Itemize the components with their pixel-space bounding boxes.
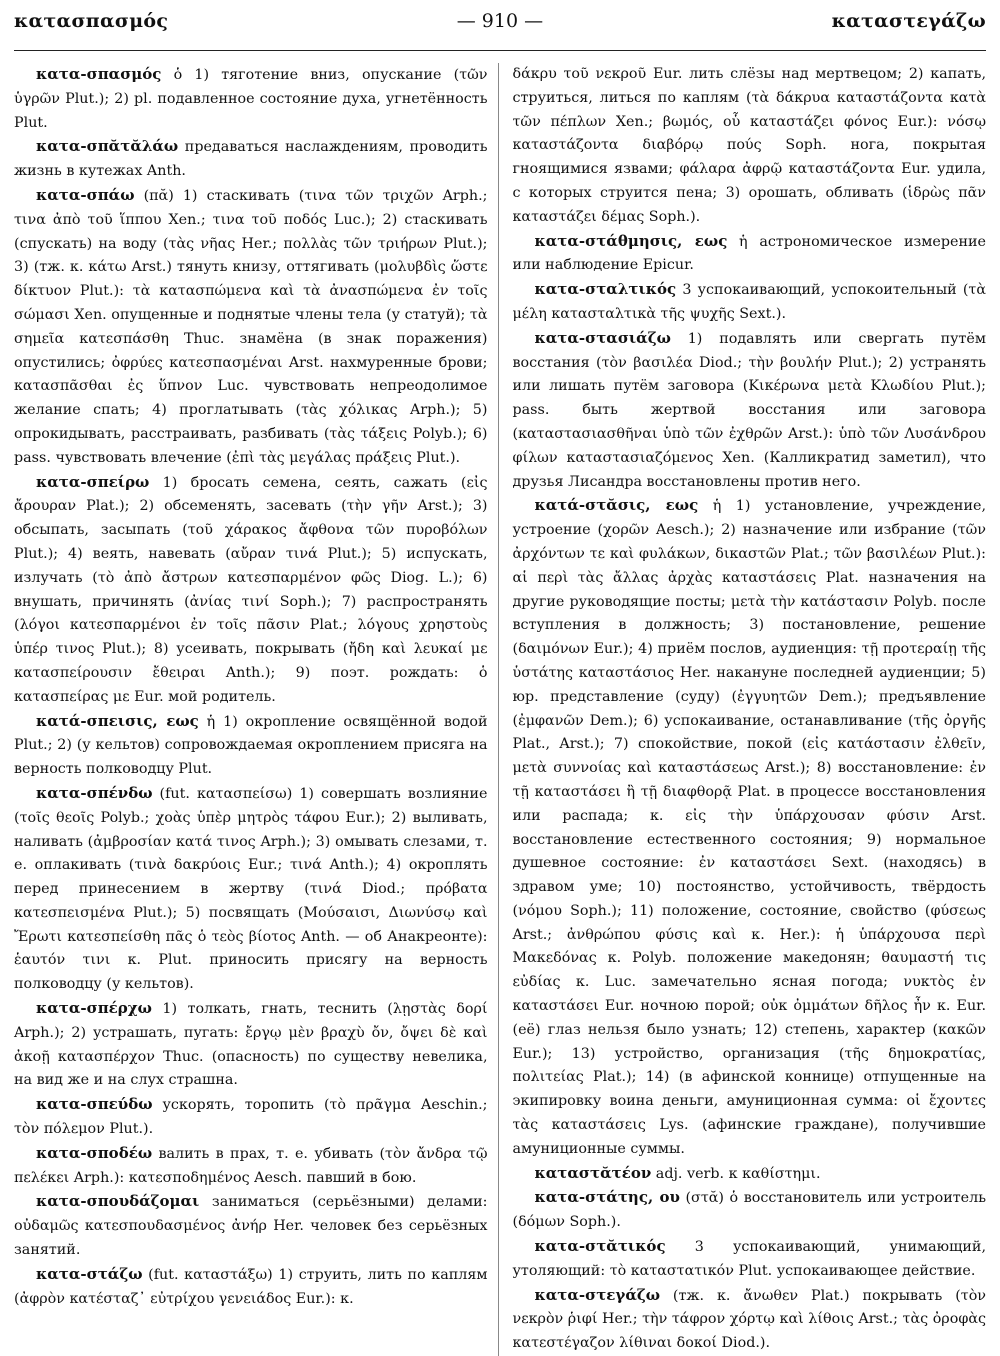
dictionary-entry	[14, 1142, 488, 1191]
entry-headword: κατα-σπουδάζομαι	[36, 1192, 200, 1211]
dictionary-entry	[14, 1093, 488, 1142]
entry-body: заниматься (серьёзными) делами: οὐδαμῶς κατεσπουδασμένος ἀνήρ Her. человек без серьёзных занятий.	[14, 1194, 488, 1259]
entry-headword: κατα-σπεύδω	[36, 1095, 153, 1114]
page-number: — 910 —	[456, 10, 544, 32]
entry-body: ἡ 1) окропление освящённой водой Plut.; 2) (у кельтов) сопровождаемая окроплением присяга на верность полководцу Plut.	[14, 713, 488, 778]
entry-headword: κατα-σπένδω	[36, 783, 153, 802]
entry-body: валить в прах, т. е. убивать (τὸν ἄνδρα τῷ πελέκει Arph.): κατεσποδημένος Aesch. павший в бою.	[14, 1145, 488, 1186]
entry-headword: κατα-σπασμός	[36, 65, 162, 83]
entry-body: предаваться наслаждениям, проводить жизнь в кутежах Anth.	[14, 139, 488, 180]
dictionary-entry	[14, 63, 488, 135]
entry-body: 1) толкать, гнать, теснить (λῃστὰς δορί Arph.); 2) устрашать, пугать: ἔργῳ μὲν βραχὺ ὄν, ὄψει δὲ καὶ ἀκοῇ κατασπέρχον Thuc. (опасность) по существу невелика, на вид же и на слух страшна.	[14, 1001, 488, 1089]
dictionary-entry	[513, 327, 987, 495]
dictionary-entry	[14, 135, 488, 184]
entry-body: ὁ 1) тяготение вниз, опускание (τῶν ὑγρῶν Plut.); 2) pl. подавленное состояние духа, угнетённость Plut.	[14, 67, 488, 131]
dictionary-entry	[14, 710, 488, 782]
dictionary-entry	[513, 1235, 987, 1284]
entry-headword: κατα-στασιάζω	[534, 328, 671, 347]
entry-headword: κατά-στᾰσις, εως	[534, 496, 699, 515]
entry-body: ἡ астрономическое измерение или наблюдение Epicur.	[512, 233, 986, 274]
entry-headword: κατα-σποδέω	[36, 1143, 153, 1162]
entry-headword: κατα-σπᾰτᾰλάω	[36, 137, 179, 156]
running-head-right: καταστεγάζω	[831, 10, 986, 32]
entry-headword: κατα-στάτης, ου	[534, 1188, 680, 1207]
entry-headword: καταστᾰτέον	[534, 1163, 652, 1182]
right-column	[513, 63, 987, 1356]
entry-headword: κατα-σπέρχω	[36, 999, 152, 1018]
dictionary-entry	[14, 184, 488, 471]
entry-body: adj. verb. к καθίστημι.	[651, 1165, 821, 1182]
entry-body: 3 успокаивающий, унимающий, утоляющий: τὸ καταστατικόν Plut. успокаивающее действие.	[512, 1239, 986, 1279]
entry-body: 3 успокаивающий, успокоительный (τὰ μέλη κατασταλτικὰ τῆς ψυχῆς Sext.).	[512, 282, 986, 322]
entry-headword: κατα-στεγάζω	[534, 1285, 661, 1304]
entry-headword: κατα-στάθμησις, εως	[534, 231, 728, 250]
entry-body: (πᾰ) 1) стаскивать (τινα τῶν τριχῶν Arph.; τινα ἀπὸ τοῦ ἵππου Xen.; τινα τοῦ ποδός Luc.); 2) стаскивать (спускать) на воду (τὰς νῆας Her.; πολλὰς τῶν τριήρων Plut.); 3) (тж. κ. κάτω Arst.) тянуть книзу, оттягивать (μολυβδὶς ὥστε δίκτυον Plut.): τὰ κατασπώμενα καὶ τὰ ἀνασπώμενα ἐν τοῖς σώμασι Xen. опущенные и поднятые члены тела (у статуй); τὰ σημεῖα κατεσπάσθη Thuc. знамёна (в знак поражения) опустились; ὀφρύες κατεσπασμέναι Arst. нахмуренные брови; κατασπᾶσθαι ἐς ὕπνον Luc. чувствовать непреодолимое желание спать; 4) проглатывать (τὰς χόλικας Arph.); 5) опрокидывать, расстраивать, разбивать (τὰς τάξεις Polyb.); 6) pass. чувствовать влечение (ἐπὶ τὰς μεγάλας πράξεις Plut.).	[14, 187, 488, 466]
dictionary-entry	[513, 1186, 987, 1235]
dictionary-entry	[513, 1162, 987, 1187]
entry-headword: κατα-σπάω	[36, 185, 135, 204]
entry-headword: κατα-σπείρω	[36, 472, 150, 491]
entry-body: 1) бросать семена, сеять, сажать (εἰς ἄρουραν Plat.); 2) обсеменять, засевать (τὴν γῆν Arst.); 3) обсыпать, засыпать (τοῦ χάρακος ἄφθονα τῶν πυροβόλων Plut.); 4) веять, навевать (αὔραν τινά Plut.); 5) испускать, излучать (τὸ ἀπὸ ἄστρων κατεσπαρμένον φῶς Diog. L.); 6) внушать, причинять (ἀνίας τινί Soph.); 7) распространять (λόγοι κατεσπαρμένοι ἐν τοῖς πᾶσιν Plat.; λόγους χρηστοὺς ὑπέρ τινος Plut.); 8) усеивать, покрывать (ἤδη καὶ λευκαί με κατασπείρουσιν ἔθειραι Anth.); 9) поэт. рождать: ὁ κατασπείρας με Eur. мой родитель.	[14, 474, 488, 705]
entry-body: (fut. κατασπείσω) 1) совершать возлияние (τοῖς θεοῖς Polyb.; χοὰς ὑπὲρ μητρὸς τάφου Eur.); 2) выливать, наливать (ἀμβροσίαν κατά τινος Arph.); 3) омывать слезами, т. е. оплакивать (τινὰ δακρύοις Eur.; τινά Anth.); 4) окроплять перед принесением в жертву (τινά Diod.; πρόβατα κατεσπεισμένα Plut.); 5) посвящать (Μούσαισι, Διωνύσῳ καὶ Ἔρωτι κατεσπείσθη πᾶς ὁ τεὸς βίοτος Anth. — об Анакреонте): ἑαυτόν τινι κ. Plut. приносить присягу на верность полководцу (у кельтов).	[14, 785, 488, 993]
dictionary-entry	[14, 1263, 488, 1312]
entry-body: (fut. καταστάξω) 1) струить, лить по каплям (ἀφρὸν κατέσταζ᾽ εὐτρίχου γενειάδος Eur.): κ.	[14, 1266, 488, 1307]
entry-headword: κατα-στάζω	[36, 1264, 143, 1283]
page-header	[14, 10, 986, 51]
dictionary-entry	[14, 782, 488, 997]
left-column	[14, 63, 499, 1356]
running-head-left: κατασπασμός	[14, 10, 169, 32]
two-column-body	[14, 63, 986, 1356]
dictionary-entry	[14, 1190, 488, 1262]
dictionary-entry	[513, 230, 987, 279]
entry-headword: κατά-σπεισις, εως	[36, 711, 199, 730]
dictionary-entry	[14, 471, 488, 710]
entry-headword: κατα-στᾰτικός	[534, 1237, 666, 1256]
entry-body: ускорять, торопить (τὸ πρᾶγμα Aeschin.; τὸν πόλεμον Plut.).	[14, 1097, 488, 1138]
entry-body: 1) подавлять или свергать путём восстания (τὸν βασιλέα Diod.; τὴν βουλήν Plut.); 2) устранять или лишать путём заговора (Κικέρωνα μετὰ Κλωδίου Plut.); pass. быть жертвой восстания или заговора (καταστασιασθῆναι ὑπὸ τῶν ἐχθρῶν Arst.): ὑπὸ τῶν Λυσάνδρου φίλων καταστασιαζόμενος Xen. (Калликратид заметил), что друзья Лисандра восстановлены против него.	[512, 330, 986, 490]
dictionary-entry	[513, 1284, 987, 1356]
entry-continuation: δάκρυ τοῦ νεκροῦ Eur. лить слёзы над мертвецом; 2) капать, струиться, литься по каплям (τὰ δάκρυα καταστάζοντα κατὰ τῶν πέπλων Xen.; βωμός, οὗ καταστάζει φόνος Eur.): νόσῳ καταστάζοντα διαβόρῳ πούς Soph. нога, покрытая гноящимися язвами; φάλαρα ἀφρῷ καταστάζοντα Eur. удила, с которых струится пена; 3) орошать, обливать (ἱδρὼς πᾶν καταστάζει δέμας Soph.).	[512, 66, 986, 225]
dictionary-entry	[513, 494, 987, 1161]
dictionary-entry	[14, 997, 488, 1093]
entry-body: (στᾰ) ὁ восстановитель или устроитель (δόμων Soph.).	[512, 1190, 986, 1231]
dictionary-entry	[513, 278, 987, 327]
entry-body: ἡ 1) установление, учреждение, устроение (χορῶν Aesch.); 2) назначение или избрание (τῶν ἀρχόντων τε καὶ φυλάκων, δικαστῶν Plat.; τῶν βασιλέων Plut.): αἱ περὶ τὰς ἄλλας ἀρχὰς καταστάσεις Plat. назначения на другие руководящие посты; μετὰ τὴν κατάστασιν Polyb. после вступления в должность; 3) постановление, решение (δαιμόνων Eur.); 4) приём послов, аудиенция: τῇ προτεραίῃ τῆς ὑστάτης καταστάσιος Her. накануне последней аудиенции; 5) юр. представление (суду) (ἐγγυητῶν Dem.); предъявление (ἐμφανῶν Dem.); 6) успокаивание, останавливание (τῆς ὀργῆς Plat., Arst.); 7) спокойствие, покой (εἰς κατάστασιν ἐλθεῖν, μετὰ συννοίας καὶ καταστάσεως Arst.); 8) восстановление: ἐν τῇ καταστάσει ἢ τῇ διαφθορᾷ Plat. в процессе восстановления или распада; κ. εἰς τὴν ὑπάρχουσαν φύσιν Arst. восстановление естественного состояния; 9) нормальное душевное состояние: ἐν καταστάσει Sext. (находясь) в здравом уме; 10) постоянство, устойчивость, твёрдость (νόμου Soph.); 11) положение, состояние, свойство (φύσεως Arst.; ἀνθρώπου φύσις καὶ κ. Her.): ἡ ὑπάρχουσα περὶ Μακεδόνας κ. Polyb. положение македонян; θαυμαστή τις εὐδίας κ. Luc. замечательно ясная погода; νυκτὸς ἐν καταστάσει Eur. ночною порой; οὐκ ὀμμάτων δῆλος ἦν κ. Eur. (её) глаз нельзя было узнать; 12) степень, характер (κακῶν Eur.); 13) устройство, организация (τῆς δημοκρατίας, πολιτείας Plat.); 14) (в афинской коннице) отпущенные на экипировку воина деньги, амуниционная сумма: οἱ ἔχοντες τὰς καταστάσεις Lys. (афинские граждане), получившие амуниционные суммы.	[512, 498, 986, 1157]
entry-body: (тж. κ. ἄνωθεν Plat.) покрывать (τὸν νεκρὸν ῥιφί Her.; τὴν τάφρον χόρτῳ καὶ λίθοις Arst.; τὰς ὀροφὰς κατεστέγαζον λίθιναι δοκοί Diod.).	[512, 1287, 986, 1352]
entry-headword: κατα-σταλτικός	[534, 280, 677, 299]
